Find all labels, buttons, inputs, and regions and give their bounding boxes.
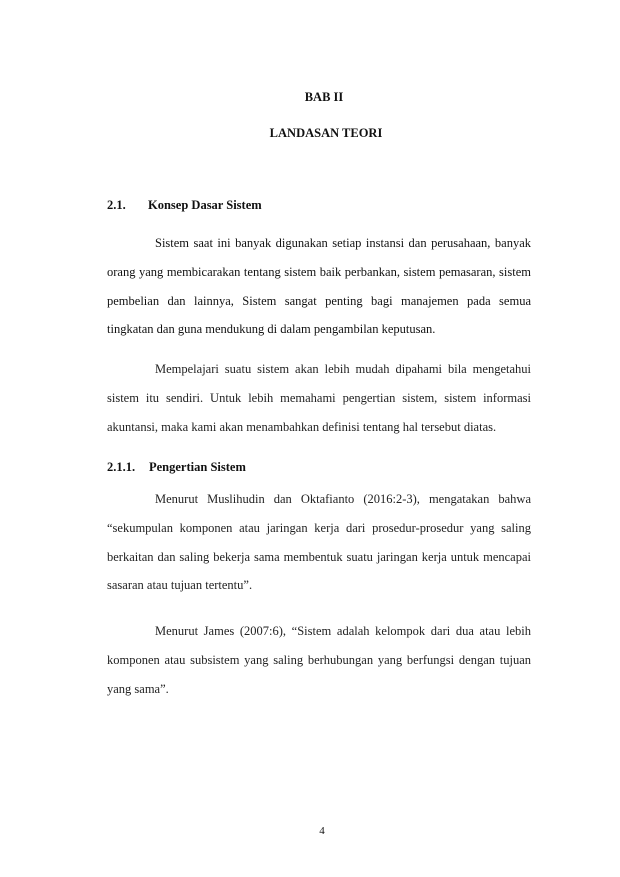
section-title: Konsep Dasar Sistem xyxy=(148,198,262,212)
section-heading xyxy=(107,198,262,213)
paragraph: Menurut James (2007:6), “Sistem adalah kelompok dari dua atau lebih komponen atau subsistem yang saling berhubungan yang berfungsi dengan tujuan yang sama”. xyxy=(107,624,531,696)
section-number: 2.1. xyxy=(107,198,126,212)
subsection-number: 2.1.1. xyxy=(107,460,136,474)
subsection-title: Pengertian Sistem xyxy=(149,460,246,474)
paragraph: Mempelajari suatu sistem akan lebih mudah dipahami bila mengetahui sistem itu sendiri. Untuk lebih memahami pengertian sistem, sistem informasi akuntansi, maka kami akan menambahkan definisi tentang hal tersebut diatas. xyxy=(107,362,531,434)
paragraph: Sistem saat ini banyak digunakan setiap instansi dan perusahaan, banyak orang yang membicarakan tentang sistem baik perbankan, sistem pemasaran, sistem pembelian dan lainnya, Sistem sangat penting bagi manajemen pada semua tingkatan dan guna mendukung di dalam pengambilan keputusan. xyxy=(107,236,531,337)
page-number: 4 xyxy=(319,825,325,837)
chapter-label: BAB II xyxy=(304,90,344,104)
paragraph: Menurut Muslihudin dan Oktafianto (2016:2-3), mengatakan bahwa “sekumpulan komponen atau jaringan kerja dari prosedur-prosedur yang saling berkaitan dan saling bekerja sama membentuk suatu jaringan kerja untuk mencapai sasaran atau tujuan tertentu”. xyxy=(107,492,531,593)
chapter-title: LANDASAN TEORI xyxy=(269,126,383,140)
subsection-heading xyxy=(107,460,246,475)
